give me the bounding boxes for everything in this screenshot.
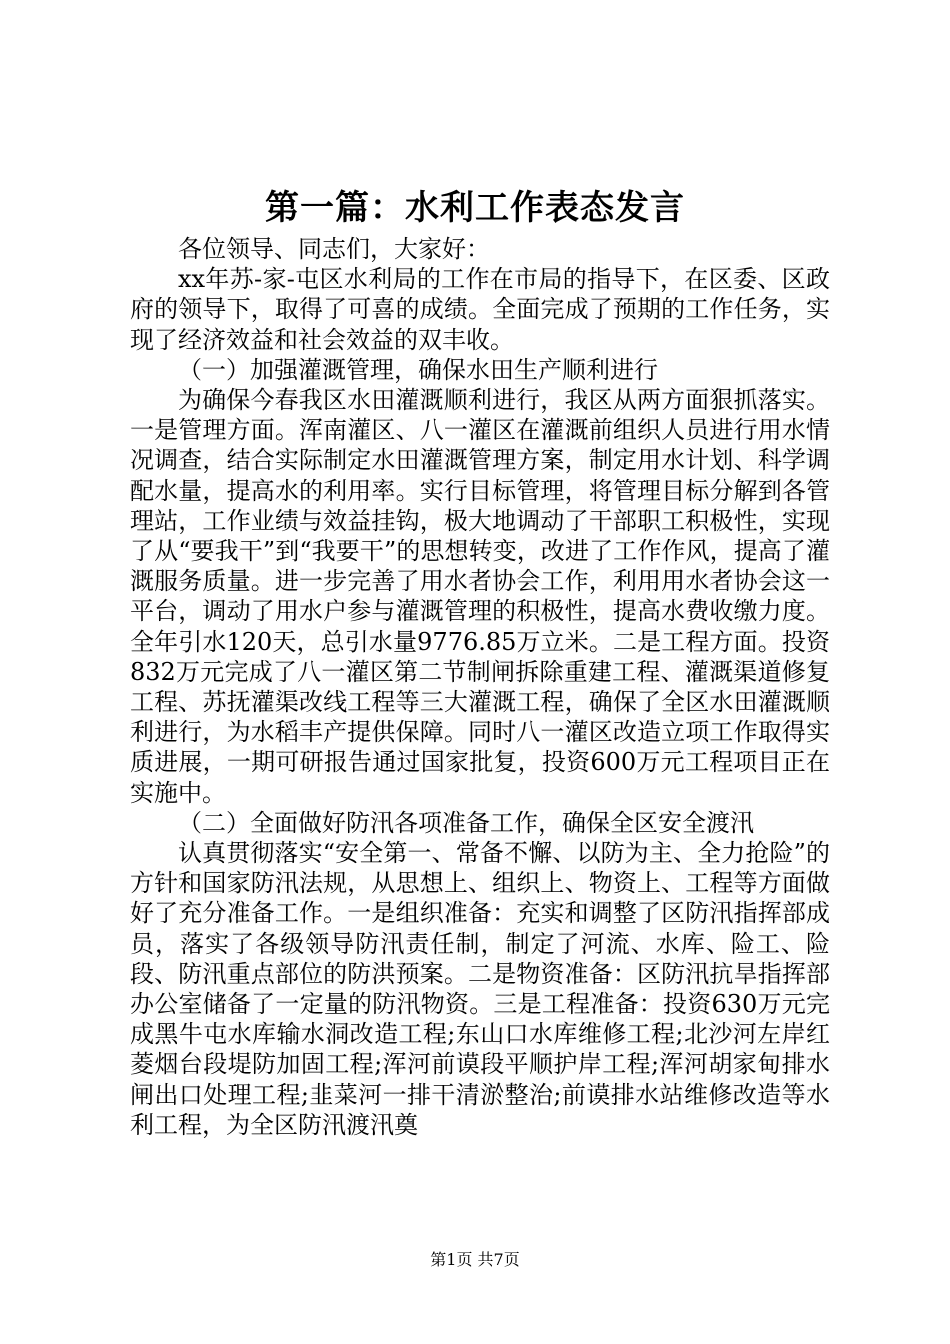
greeting-paragraph: 各位领导、同志们，大家好： [178,235,490,263]
page-number-footer: 第1页 共7页 [430,1250,520,1269]
section-heading-irrigation: （一）加强灌溉管理，确保水田生产顺利进行 [178,355,658,384]
intro-paragraph: xx年苏-家-屯区水利局的工作在市局的指导下，在区委、区政府的领导下，取得了可喜的成绩。全面完成了预期的工作任务，实现了经济效益和社会效益的双丰收。 [130,265,830,354]
irrigation-paragraph: 为确保今春我区水田灌溉顺利进行，我区从两方面狠抓落实。一是管理方面。浑南灌区、八一灌区在灌溉前组织人员进行用水情况调查，结合实际制定水田灌溉管理方案，制定用水计划、科学调配水量，提高水的利用率。实行目标管理，将管理目标分解到各管理站，工作业绩与效益挂钩，极大地调动了干部职工积极性，实现了从“要我干”到“我要干”的思想转变，改进了工作作风，提高了灌溉服务质量。进一步完善了用水者协会工作，利用用水者协会这一平台，调动了用水户参与灌溉管理的积极性，提高水费收缴力度。全年引水120天，总引水量9776.85万立米。二是工程方面。投资832万元完成了八一灌区第二节制闸拆除重建工程、灌溉渠道修复工程、苏抚灌渠改线工程等三大灌溉工程，确保了全区水田灌溉顺利进行，为水稻丰产提供保障。同时八一灌区改造立项工作取得实质进展，一期可研报告通过国家批复，投资600万元工程项目正在实施中。 [130,386,830,807]
flood-control-paragraph: 认真贯彻落实“安全第一、常备不懈、以防为主、全力抢险”的方针和国家防汛法规，从思想上、组织上、物资上、工程等方面做好了充分准备工作。一是组织准备：充实和调整了区防汛指挥部成员，落实了各级领导防汛责任制，制定了河流、水库、险工、险段、防汛重点部位的防洪预案。二是物资准备：区防汛抗旱指挥部办公室储备了一定量的防汛物资。三是工程准备：投资630万元完成黑牛屯水库输水洞改造工程;东山口水库维修工程;北沙河左岸红菱烟台段堤防加固工程;浑河前谟段平顺护岸工程;浑河胡家甸排水闸出口处理工程;韭菜河一排干清淤整治;前谟排水站维修改造等水利工程，为全区防汛渡汛奠 [130,839,830,1139]
section-heading-flood-control: （二）全面做好防汛各项准备工作，确保全区安全渡汛 [178,808,754,837]
document-title: 第一篇：水利工作表态发言 [265,188,685,228]
document-body [130,234,830,1140]
